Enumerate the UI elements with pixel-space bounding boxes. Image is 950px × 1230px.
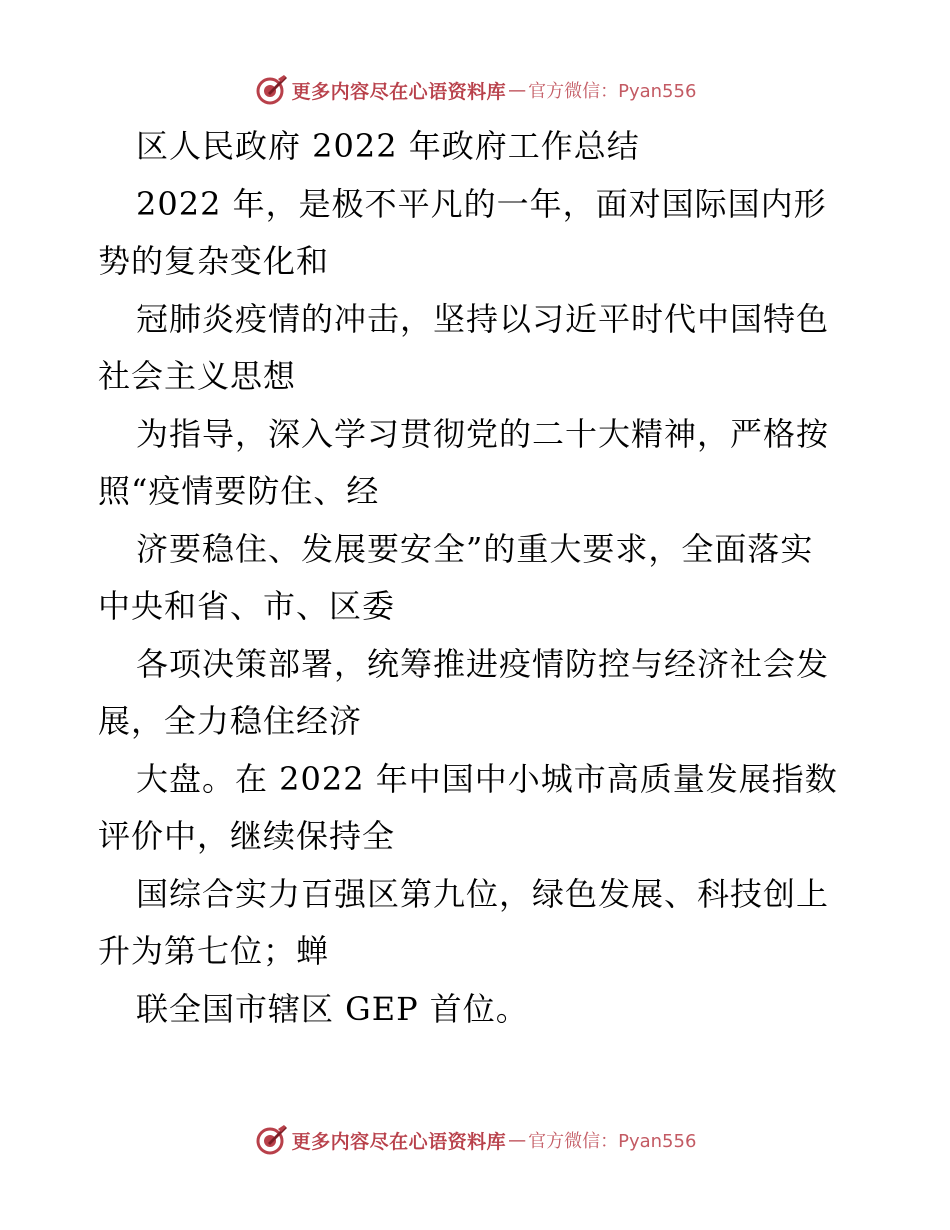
paragraph-line: 国综合实力百强区第九位，绿色发展、科技创上 — [136, 874, 830, 913]
header-banner — [0, 70, 950, 110]
paragraph-line: 社会主义思想 — [98, 357, 297, 395]
paragraph-line: 照“疫情要防住、经 — [98, 472, 380, 510]
paragraph-line: 升为第七位；蝉 — [98, 932, 330, 970]
document-body — [98, 118, 858, 1038]
quill-seal-icon — [254, 1123, 288, 1157]
paragraph-line: 2022 年，是极不平凡的一年，面对国际国内形 — [136, 184, 827, 223]
paragraph-line: 大盘。在 2022 年中国中小城市高质量发展指数 — [136, 759, 838, 798]
document-title: 区人民政府 2022 年政府工作总结 — [136, 127, 640, 165]
banner-wechat-text: 官方微信：Pyan556 — [528, 1131, 697, 1152]
paragraph-line: 各项决策部署，统筹推进疫情防控与经济社会发 — [136, 644, 830, 683]
paragraph-line: 联全国市辖区 GEP 首位。 — [136, 989, 529, 1028]
footer-banner — [0, 1120, 950, 1160]
paragraph-line: 展，全力稳住经济 — [98, 702, 363, 740]
banner-separator: — — [508, 1129, 527, 1151]
banner-main-text: 更多内容尽在心语资料库 — [291, 80, 507, 103]
banner-separator: — — [508, 79, 527, 101]
paragraph-line: 为指导，深入学习贯彻党的二十大精神，严格按 — [136, 414, 830, 453]
paragraph-line: 冠肺炎疫情的冲击，坚持以习近平时代中国特色 — [136, 299, 830, 338]
paragraph-line: 济要稳住、发展要安全”的重大要求，全面落实 — [136, 529, 814, 568]
paragraph-line: 中央和省、市、区委 — [98, 587, 396, 625]
quill-seal-icon — [254, 73, 288, 107]
banner-main-text: 更多内容尽在心语资料库 — [291, 1130, 507, 1153]
paragraph-line: 势的复杂变化和 — [98, 242, 330, 280]
banner-wechat-text: 官方微信：Pyan556 — [528, 81, 697, 102]
paragraph-line: 评价中，继续保持全 — [98, 817, 396, 855]
